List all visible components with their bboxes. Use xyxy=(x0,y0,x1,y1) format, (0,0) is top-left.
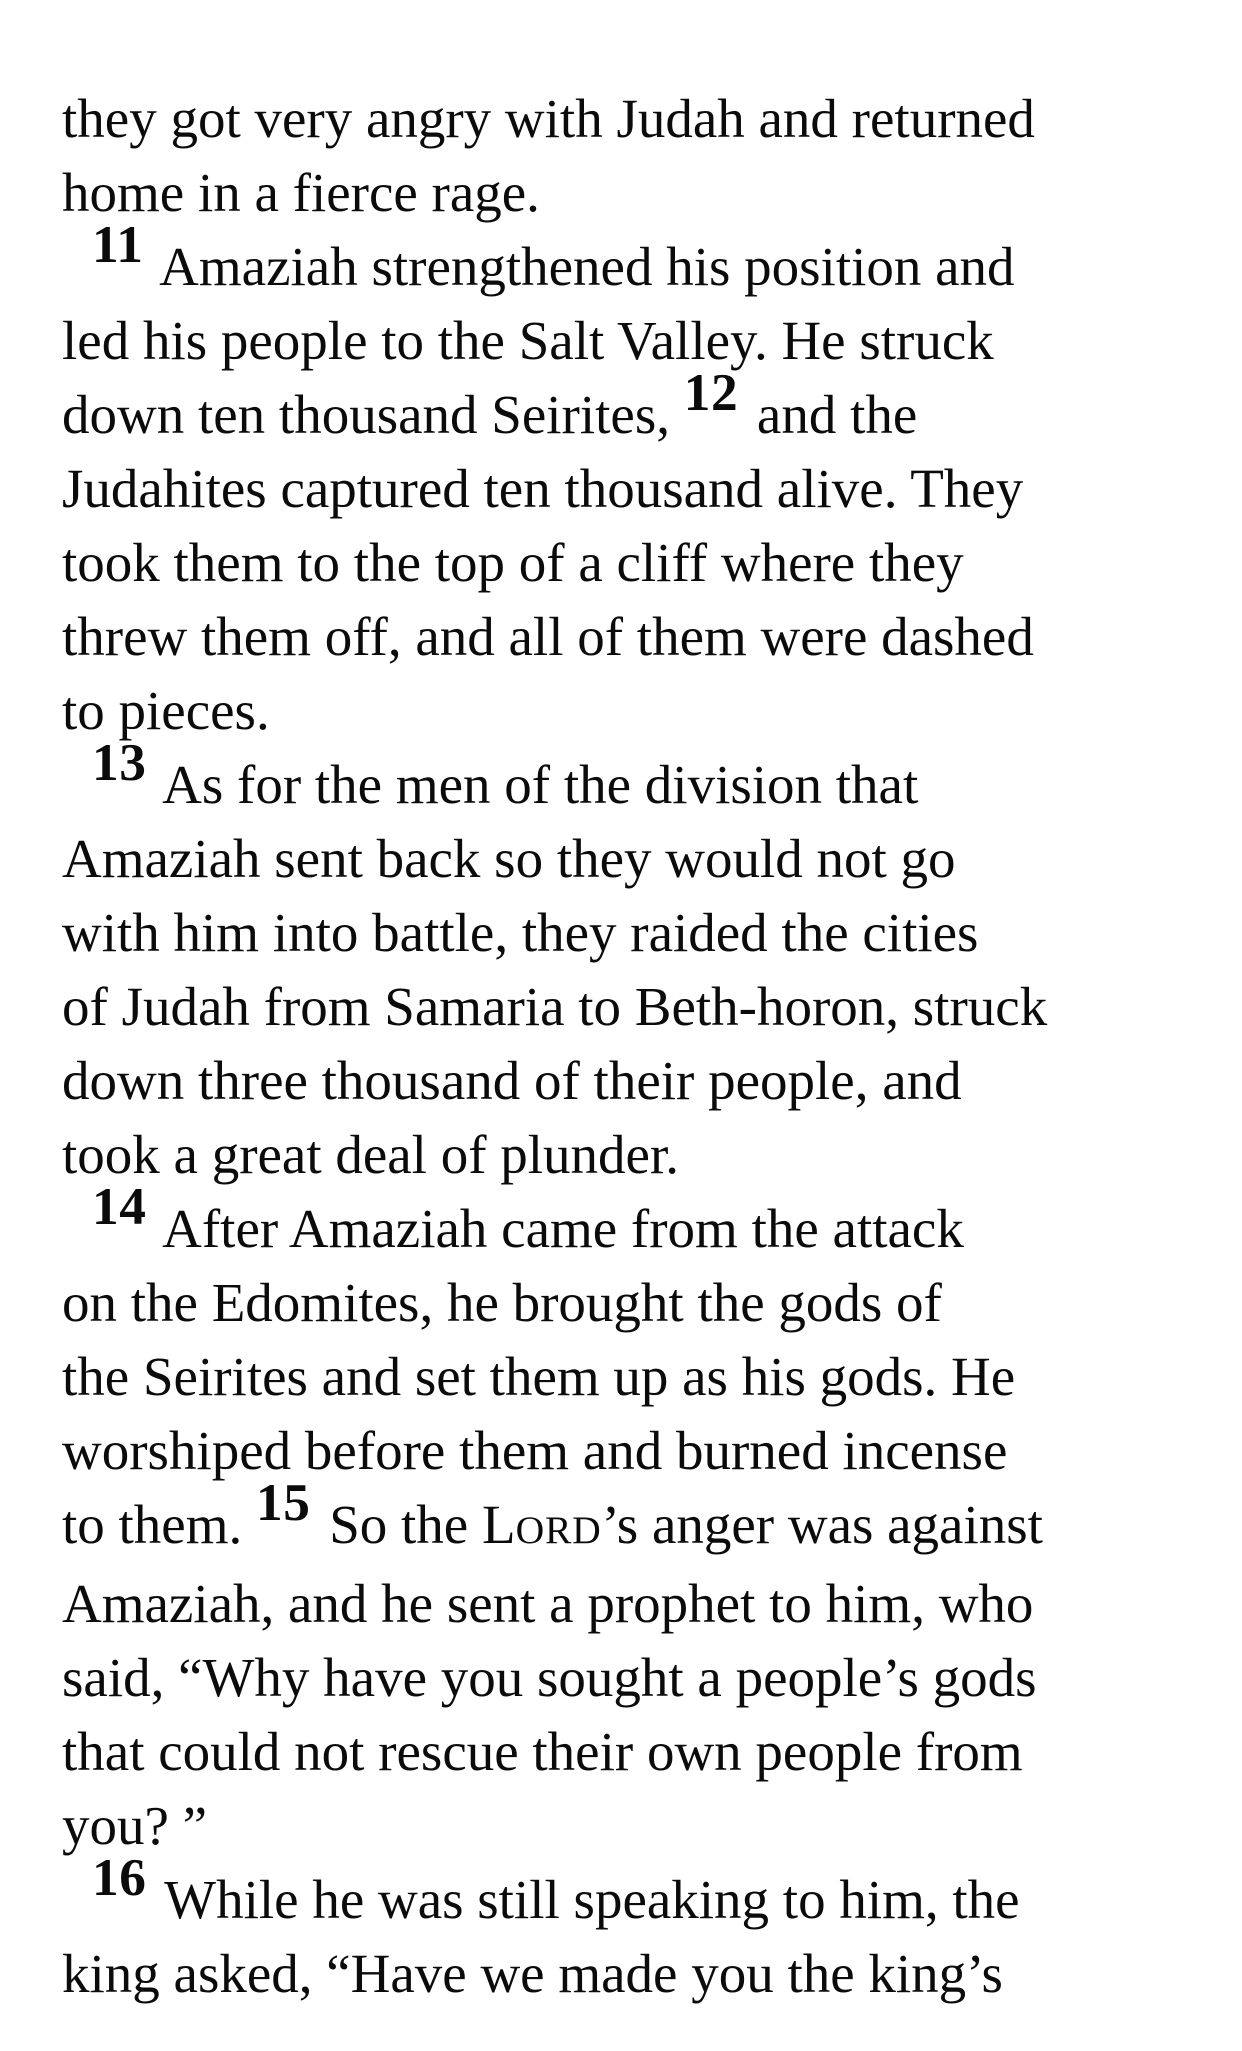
text-run: threw them off, and all of them were dashed xyxy=(62,606,1034,667)
scripture-line xyxy=(62,1715,1180,1789)
text-run: down ten thousand Seirites, xyxy=(62,384,684,445)
text-run: down three thousand of their people, and xyxy=(62,1050,962,1111)
text-run: with him into battle, they raided the cities xyxy=(62,902,979,963)
text-run: Amaziah strengthened his position and xyxy=(148,236,1015,297)
text-run: to pieces. xyxy=(62,680,270,741)
divine-name-small-caps xyxy=(482,1494,602,1555)
divine-name-initial: L xyxy=(481,1494,516,1555)
text-run: the Seirites and set them up as his gods. He xyxy=(62,1346,1016,1407)
scripture-text xyxy=(62,82,1180,2011)
text-run: So the xyxy=(315,1494,482,1555)
text-run: led his people to the Salt Valley. He struck xyxy=(62,310,994,371)
text-run: Judahites captured ten thousand alive. They xyxy=(62,458,1024,519)
text-run: took them to the top of a cliff where they xyxy=(62,532,964,593)
text-run: you? ” xyxy=(62,1795,208,1856)
scripture-line xyxy=(62,600,1180,674)
verse-number: 16 xyxy=(92,1846,147,1907)
scripture-line xyxy=(62,1567,1180,1641)
scripture-line xyxy=(62,674,1180,748)
verse-number: 11 xyxy=(92,213,144,274)
text-run: on the Edomites, he brought the gods of xyxy=(62,1272,942,1333)
scripture-line xyxy=(62,1641,1180,1715)
scripture-line xyxy=(62,1175,1180,1266)
text-run: After Amaziah came from the attack xyxy=(151,1198,964,1259)
verse-number: 15 xyxy=(256,1471,311,1532)
scripture-line xyxy=(62,304,1180,378)
text-run: As for the men of the division that xyxy=(151,754,919,815)
scripture-line xyxy=(62,1266,1180,1340)
text-run: took a great deal of plunder. xyxy=(62,1124,680,1185)
scripture-line xyxy=(62,526,1180,600)
scripture-line xyxy=(62,213,1180,304)
scripture-line xyxy=(62,731,1180,822)
scripture-line xyxy=(62,156,1180,230)
text-run: king asked, “Have we made you the king’s xyxy=(62,1943,1003,2004)
text-run: worshiped before them and burned incense xyxy=(62,1420,1008,1481)
scripture-line xyxy=(62,82,1180,156)
scripture-line xyxy=(62,1846,1180,1937)
text-run: Amaziah sent back so they would not go xyxy=(62,828,956,889)
verse-number: 12 xyxy=(683,361,739,422)
scripture-line xyxy=(62,1471,1180,1567)
scripture-line xyxy=(62,1044,1180,1118)
verse-number: 14 xyxy=(92,1175,147,1236)
scripture-line xyxy=(62,452,1180,526)
scripture-line xyxy=(62,896,1180,970)
text-run: to them. xyxy=(62,1494,257,1555)
text-run: home in a fierce rage. xyxy=(62,162,540,223)
verse-number: 13 xyxy=(92,731,147,792)
text-run: Amaziah, and he sent a prophet to him, who xyxy=(62,1573,1034,1634)
scripture-line xyxy=(62,1789,1180,1863)
scripture-line xyxy=(62,1340,1180,1414)
scripture-line xyxy=(62,361,1180,452)
text-run: While he was still speaking to him, the xyxy=(151,1869,1020,1930)
scripture-line xyxy=(62,1118,1180,1192)
text-run: and the xyxy=(743,384,918,445)
text-run: they got very angry with Judah and returned xyxy=(62,88,1035,149)
scripture-line xyxy=(62,1414,1180,1488)
text-run: said, “Why have you sought a people’s gods xyxy=(62,1647,1037,1708)
text-run: that could not rescue their own people from xyxy=(62,1721,1023,1782)
text-run: of Judah from Samaria to Beth-horon, struck xyxy=(62,976,1048,1037)
divine-name-small-letters: ORD xyxy=(515,1508,602,1552)
scripture-line xyxy=(62,970,1180,1044)
scripture-line xyxy=(62,1937,1180,2011)
text-run: ’s anger was against xyxy=(601,1494,1043,1555)
scripture-line xyxy=(62,822,1180,896)
